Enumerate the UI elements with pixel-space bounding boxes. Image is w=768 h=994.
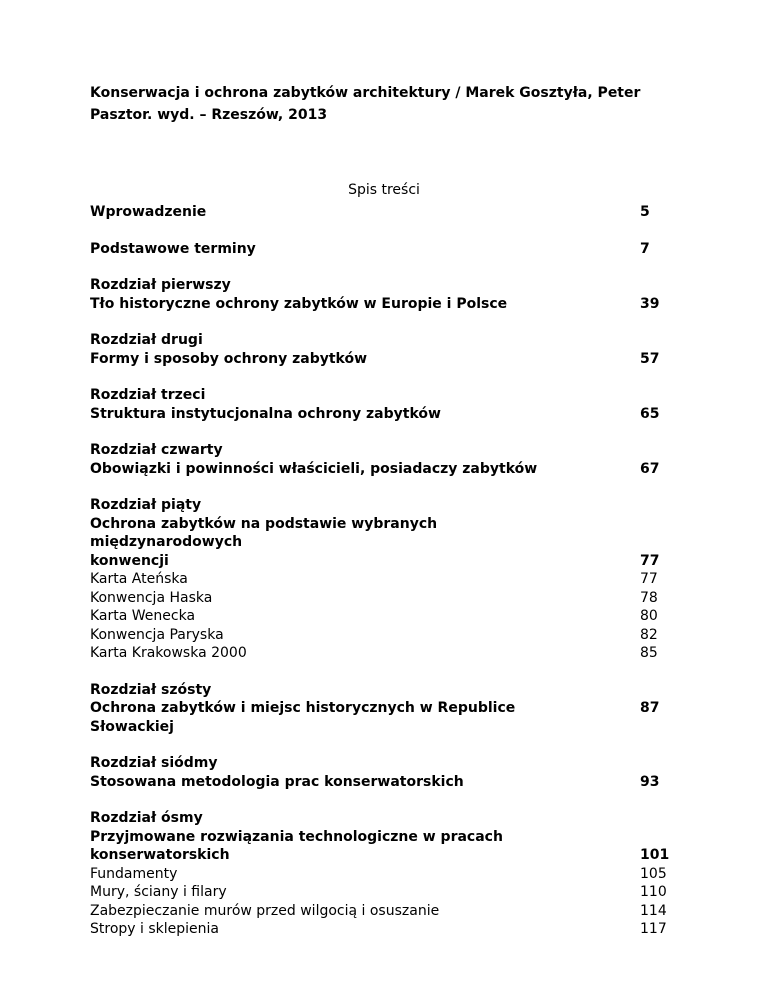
toc-entry — [90, 441, 670, 478]
toc-label: Podstawowe terminy — [90, 240, 256, 257]
toc-line — [90, 240, 670, 259]
toc-list — [90, 203, 670, 939]
toc-line — [90, 552, 670, 571]
toc-subentry — [90, 626, 670, 645]
toc-label: Konwencja Paryska — [90, 626, 224, 643]
toc-subentry — [90, 607, 670, 626]
toc-page-number: 117 — [640, 921, 667, 937]
toc-label: konserwatorskich — [90, 847, 230, 863]
toc-heading: Spis treści — [348, 182, 420, 198]
toc-line — [90, 350, 670, 369]
toc-label: Struktura instytucjonalna ochrony zabytków — [90, 405, 441, 422]
toc-line — [90, 515, 670, 552]
toc-entry — [90, 681, 670, 737]
toc-label: Wprowadzenie — [90, 204, 207, 220]
toc-line — [90, 496, 670, 515]
toc-line — [90, 441, 670, 460]
toc-subentry — [90, 865, 670, 884]
toc-line — [90, 203, 670, 222]
book-citation: Konserwacja i ochrona zabytków architektury / Marek Gosztyła, Peter Pasztor. wyd. – Rzeszów, 2013 — [90, 85, 641, 123]
toc-label: Rozdział siódmy — [90, 755, 218, 771]
toc-label: Rozdział ósmy — [90, 810, 203, 826]
toc-page-number: 82 — [640, 626, 658, 643]
toc-label: Rozdział czwarty — [90, 442, 223, 458]
toc-subentry — [90, 644, 670, 663]
toc-line — [90, 386, 670, 405]
toc-line — [90, 681, 670, 700]
toc-line — [90, 295, 670, 314]
toc-label: Rozdział pierwszy — [90, 277, 231, 293]
toc-page-number: 114 — [640, 902, 667, 919]
toc-entry — [90, 276, 670, 313]
toc-entry — [90, 496, 670, 663]
toc-entry — [90, 203, 670, 222]
toc-subentry — [90, 570, 670, 589]
toc-label: Formy i sposoby ochrony zabytków — [90, 350, 368, 367]
toc-page-number: 57 — [640, 350, 660, 367]
toc-label: Mury, ściany i filary — [90, 884, 227, 900]
toc-label: Tło historyczne ochrony zabytków w Europie i Polsce — [90, 295, 508, 312]
toc-page-number: 87 — [640, 700, 660, 716]
toc-subentry — [90, 883, 670, 902]
toc-line — [90, 809, 670, 828]
toc-page-number: 77 — [640, 552, 660, 569]
toc-line — [90, 331, 670, 350]
toc-line — [90, 460, 670, 479]
toc-label: Rozdział szósty — [90, 681, 212, 698]
toc-page-number: 85 — [640, 645, 658, 661]
toc-label: Ochrona zabytków i miejsc historycznych w Republice Słowackiej — [90, 700, 516, 735]
toc-label: Zabezpieczanie murów przed wilgocią i osuszanie — [90, 902, 440, 919]
toc-page-number: 77 — [640, 571, 658, 587]
toc-label: Rozdział piąty — [90, 497, 202, 513]
toc-line — [90, 846, 670, 865]
toc-page-number: 5 — [640, 204, 650, 220]
toc-entry — [90, 754, 670, 791]
toc-entry — [90, 386, 670, 423]
toc-entry — [90, 331, 670, 368]
toc-label: Fundamenty — [90, 865, 178, 882]
toc-label: Rozdział drugi — [90, 332, 203, 348]
toc-label: Karta Wenecka — [90, 608, 196, 624]
toc-label: Ochrona zabytków na podstawie wybranych międzynarodowych — [90, 515, 438, 550]
toc-entry — [90, 809, 670, 939]
toc-page-number: 80 — [640, 608, 658, 624]
toc-line — [90, 276, 670, 295]
toc-entry — [90, 240, 670, 259]
toc-label: Karta Ateńska — [90, 571, 188, 587]
toc-page-number: 101 — [640, 847, 670, 863]
toc-page-number: 65 — [640, 405, 660, 422]
toc-page-number: 110 — [640, 884, 667, 900]
toc-page-number: 93 — [640, 773, 660, 790]
toc-page-number: 105 — [640, 865, 667, 882]
toc-label: konwencji — [90, 552, 169, 569]
toc-page-number: 7 — [640, 240, 650, 257]
toc-label: Stosowana metodologia prac konserwatorskich — [90, 773, 464, 790]
toc-label: Stropy i sklepienia — [90, 921, 219, 937]
toc-subentry — [90, 920, 670, 939]
toc-label: Konwencja Haska — [90, 589, 213, 606]
toc-page-number: 67 — [640, 460, 660, 477]
toc-page-number: 39 — [640, 295, 660, 312]
toc-line — [90, 699, 670, 736]
toc-label: Przyjmowane rozwiązania technologiczne w pracach — [90, 828, 503, 845]
toc-page-number: 78 — [640, 589, 658, 606]
toc-label: Karta Krakowska 2000 — [90, 645, 247, 661]
toc-line — [90, 828, 670, 847]
toc-label: Obowiązki i powinności właścicieli, posiadaczy zabytków — [90, 460, 538, 477]
toc-line — [90, 405, 670, 424]
toc-line — [90, 773, 670, 792]
toc-label: Rozdział trzeci — [90, 387, 206, 403]
toc-line — [90, 754, 670, 773]
toc-subentry — [90, 589, 670, 608]
toc-subentry — [90, 902, 670, 921]
